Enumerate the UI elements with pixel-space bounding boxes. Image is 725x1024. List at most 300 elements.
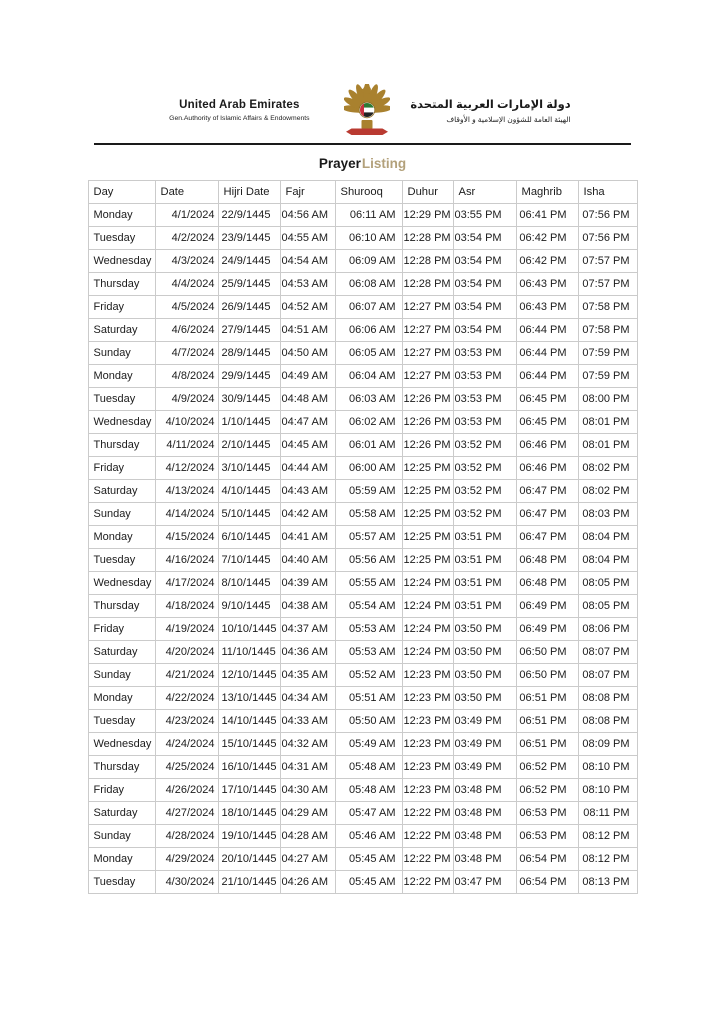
cell-date: 4/30/2024 (155, 871, 218, 894)
table-row (88, 434, 637, 457)
cell-hijri-date: 13/10/1445 (218, 687, 280, 710)
org-name-english: United Arab Emirates (179, 98, 300, 111)
cell-shurooq: 06:11 AM (335, 204, 402, 227)
cell-hijri-date: 5/10/1445 (218, 503, 280, 526)
cell-shurooq: 05:51 AM (335, 687, 402, 710)
cell-isha: 08:11 PM (578, 802, 637, 825)
cell-duhur: 12:23 PM (402, 710, 453, 733)
table-row (88, 641, 637, 664)
cell-asr: 03:48 PM (453, 848, 516, 871)
cell-shurooq: 06:06 AM (335, 319, 402, 342)
cell-asr: 03:49 PM (453, 733, 516, 756)
cell-hijri-date: 30/9/1445 (218, 388, 280, 411)
letterhead (0, 84, 725, 136)
cell-shurooq: 05:56 AM (335, 549, 402, 572)
cell-date: 4/8/2024 (155, 365, 218, 388)
cell-date: 4/15/2024 (155, 526, 218, 549)
cell-shurooq: 05:57 AM (335, 526, 402, 549)
cell-duhur: 12:22 PM (402, 848, 453, 871)
cell-day: Friday (88, 779, 155, 802)
table-row (88, 664, 637, 687)
cell-hijri-date: 4/10/1445 (218, 480, 280, 503)
table-row (88, 825, 637, 848)
table-row (88, 733, 637, 756)
cell-duhur: 12:27 PM (402, 319, 453, 342)
cell-date: 4/16/2024 (155, 549, 218, 572)
cell-asr: 03:54 PM (453, 273, 516, 296)
cell-maghrib: 06:46 PM (516, 434, 578, 457)
cell-hijri-date: 3/10/1445 (218, 457, 280, 480)
cell-maghrib: 06:43 PM (516, 273, 578, 296)
cell-fajr: 04:47 AM (280, 411, 335, 434)
cell-fajr: 04:35 AM (280, 664, 335, 687)
cell-fajr: 04:43 AM (280, 480, 335, 503)
cell-shurooq: 05:59 AM (335, 480, 402, 503)
cell-maghrib: 06:50 PM (516, 641, 578, 664)
cell-hijri-date: 7/10/1445 (218, 549, 280, 572)
cell-hijri-date: 12/10/1445 (218, 664, 280, 687)
cell-duhur: 12:23 PM (402, 687, 453, 710)
cell-asr: 03:51 PM (453, 526, 516, 549)
cell-asr: 03:53 PM (453, 365, 516, 388)
cell-asr: 03:50 PM (453, 664, 516, 687)
table-row (88, 756, 637, 779)
cell-hijri-date: 19/10/1445 (218, 825, 280, 848)
cell-date: 4/2/2024 (155, 227, 218, 250)
cell-asr: 03:52 PM (453, 480, 516, 503)
table-row (88, 273, 637, 296)
cell-date: 4/6/2024 (155, 319, 218, 342)
cell-isha: 08:08 PM (578, 710, 637, 733)
cell-shurooq: 05:55 AM (335, 572, 402, 595)
cell-maghrib: 06:54 PM (516, 871, 578, 894)
cell-isha: 08:12 PM (578, 848, 637, 871)
cell-day: Tuesday (88, 549, 155, 572)
cell-isha: 08:00 PM (578, 388, 637, 411)
cell-day: Tuesday (88, 871, 155, 894)
cell-duhur: 12:29 PM (402, 204, 453, 227)
cell-day: Tuesday (88, 227, 155, 250)
cell-shurooq: 06:02 AM (335, 411, 402, 434)
cell-maghrib: 06:42 PM (516, 227, 578, 250)
cell-shurooq: 06:08 AM (335, 273, 402, 296)
cell-asr: 03:55 PM (453, 204, 516, 227)
cell-isha: 08:02 PM (578, 457, 637, 480)
cell-duhur: 12:24 PM (402, 572, 453, 595)
table-row (88, 572, 637, 595)
cell-date: 4/12/2024 (155, 457, 218, 480)
cell-day: Thursday (88, 434, 155, 457)
cell-fajr: 04:26 AM (280, 871, 335, 894)
table-row (88, 457, 637, 480)
cell-duhur: 12:23 PM (402, 664, 453, 687)
cell-day: Sunday (88, 825, 155, 848)
cell-duhur: 12:25 PM (402, 526, 453, 549)
cell-maghrib: 06:52 PM (516, 779, 578, 802)
cell-maghrib: 06:45 PM (516, 388, 578, 411)
cell-date: 4/10/2024 (155, 411, 218, 434)
cell-isha: 08:03 PM (578, 503, 637, 526)
column-header-duhur: Duhur (402, 181, 453, 204)
table-row (88, 411, 637, 434)
cell-date: 4/27/2024 (155, 802, 218, 825)
cell-date: 4/4/2024 (155, 273, 218, 296)
table-row (88, 687, 637, 710)
cell-hijri-date: 1/10/1445 (218, 411, 280, 434)
cell-day: Sunday (88, 503, 155, 526)
table-row (88, 848, 637, 871)
table-row (88, 319, 637, 342)
cell-asr: 03:51 PM (453, 595, 516, 618)
column-header-fajr: Fajr (280, 181, 335, 204)
cell-day: Monday (88, 526, 155, 549)
cell-asr: 03:53 PM (453, 388, 516, 411)
cell-hijri-date: 10/10/1445 (218, 618, 280, 641)
cell-asr: 03:52 PM (453, 434, 516, 457)
cell-asr: 03:51 PM (453, 572, 516, 595)
cell-shurooq: 05:58 AM (335, 503, 402, 526)
table-row (88, 365, 637, 388)
cell-duhur: 12:22 PM (402, 802, 453, 825)
cell-duhur: 12:26 PM (402, 388, 453, 411)
cell-duhur: 12:27 PM (402, 365, 453, 388)
cell-duhur: 12:24 PM (402, 641, 453, 664)
cell-maghrib: 06:53 PM (516, 802, 578, 825)
uae-coat-of-arms-icon (344, 84, 390, 136)
cell-maghrib: 06:51 PM (516, 733, 578, 756)
table-row (88, 549, 637, 572)
table-row (88, 779, 637, 802)
table-row (88, 480, 637, 503)
cell-asr: 03:54 PM (453, 319, 516, 342)
cell-duhur: 12:28 PM (402, 227, 453, 250)
cell-fajr: 04:44 AM (280, 457, 335, 480)
cell-duhur: 12:23 PM (402, 733, 453, 756)
cell-hijri-date: 16/10/1445 (218, 756, 280, 779)
cell-day: Monday (88, 687, 155, 710)
cell-fajr: 04:31 AM (280, 756, 335, 779)
org-block-english (154, 99, 324, 122)
table-row (88, 871, 637, 894)
cell-asr: 03:54 PM (453, 296, 516, 319)
cell-asr: 03:48 PM (453, 779, 516, 802)
table-row (88, 595, 637, 618)
cell-fajr: 04:29 AM (280, 802, 335, 825)
page-title-suffix: Listing (361, 156, 407, 171)
cell-shurooq: 06:03 AM (335, 388, 402, 411)
cell-day: Thursday (88, 756, 155, 779)
cell-day: Tuesday (88, 388, 155, 411)
cell-fajr: 04:53 AM (280, 273, 335, 296)
column-header-day: Day (88, 181, 155, 204)
cell-isha: 08:01 PM (578, 411, 637, 434)
cell-fajr: 04:52 AM (280, 296, 335, 319)
table-row (88, 250, 637, 273)
cell-fajr: 04:36 AM (280, 641, 335, 664)
cell-hijri-date: 11/10/1445 (218, 641, 280, 664)
cell-fajr: 04:38 AM (280, 595, 335, 618)
cell-day: Friday (88, 457, 155, 480)
cell-day: Monday (88, 848, 155, 871)
org-name-arabic: دولة الإمارات العربية المتحدة (410, 98, 571, 111)
cell-maghrib: 06:51 PM (516, 710, 578, 733)
cell-asr: 03:50 PM (453, 687, 516, 710)
cell-isha: 08:13 PM (578, 871, 637, 894)
cell-duhur: 12:25 PM (402, 549, 453, 572)
cell-isha: 08:10 PM (578, 779, 637, 802)
cell-maghrib: 06:47 PM (516, 526, 578, 549)
cell-duhur: 12:28 PM (402, 250, 453, 273)
cell-isha: 07:57 PM (578, 250, 637, 273)
cell-shurooq: 05:52 AM (335, 664, 402, 687)
cell-day: Monday (88, 204, 155, 227)
cell-isha: 08:02 PM (578, 480, 637, 503)
cell-asr: 03:48 PM (453, 802, 516, 825)
cell-isha: 07:59 PM (578, 365, 637, 388)
cell-date: 4/29/2024 (155, 848, 218, 871)
cell-duhur: 12:26 PM (402, 411, 453, 434)
cell-duhur: 12:27 PM (402, 342, 453, 365)
cell-asr: 03:52 PM (453, 457, 516, 480)
cell-shurooq: 05:48 AM (335, 756, 402, 779)
cell-date: 4/19/2024 (155, 618, 218, 641)
cell-asr: 03:50 PM (453, 641, 516, 664)
table-row (88, 388, 637, 411)
cell-maghrib: 06:52 PM (516, 756, 578, 779)
cell-fajr: 04:56 AM (280, 204, 335, 227)
cell-maghrib: 06:50 PM (516, 664, 578, 687)
cell-day: Thursday (88, 595, 155, 618)
cell-shurooq: 05:46 AM (335, 825, 402, 848)
cell-maghrib: 06:47 PM (516, 480, 578, 503)
cell-fajr: 04:55 AM (280, 227, 335, 250)
cell-maghrib: 06:41 PM (516, 204, 578, 227)
cell-isha: 07:56 PM (578, 227, 637, 250)
cell-asr: 03:48 PM (453, 825, 516, 848)
cell-maghrib: 06:49 PM (516, 618, 578, 641)
cell-date: 4/17/2024 (155, 572, 218, 595)
cell-duhur: 12:28 PM (402, 273, 453, 296)
cell-day: Wednesday (88, 411, 155, 434)
cell-hijri-date: 23/9/1445 (218, 227, 280, 250)
cell-maghrib: 06:48 PM (516, 572, 578, 595)
cell-maghrib: 06:47 PM (516, 503, 578, 526)
cell-hijri-date: 8/10/1445 (218, 572, 280, 595)
table-row (88, 296, 637, 319)
cell-hijri-date: 18/10/1445 (218, 802, 280, 825)
cell-maghrib: 06:44 PM (516, 365, 578, 388)
cell-duhur: 12:22 PM (402, 825, 453, 848)
cell-day: Sunday (88, 664, 155, 687)
cell-maghrib: 06:49 PM (516, 595, 578, 618)
cell-date: 4/14/2024 (155, 503, 218, 526)
cell-day: Saturday (88, 802, 155, 825)
cell-shurooq: 05:45 AM (335, 871, 402, 894)
cell-date: 4/22/2024 (155, 687, 218, 710)
cell-date: 4/23/2024 (155, 710, 218, 733)
cell-hijri-date: 27/9/1445 (218, 319, 280, 342)
cell-shurooq: 06:07 AM (335, 296, 402, 319)
cell-duhur: 12:27 PM (402, 296, 453, 319)
page-title (0, 156, 725, 171)
cell-fajr: 04:34 AM (280, 687, 335, 710)
cell-isha: 08:07 PM (578, 664, 637, 687)
table-row (88, 802, 637, 825)
cell-maghrib: 06:44 PM (516, 342, 578, 365)
cell-isha: 08:04 PM (578, 526, 637, 549)
cell-hijri-date: 15/10/1445 (218, 733, 280, 756)
cell-shurooq: 06:00 AM (335, 457, 402, 480)
cell-asr: 03:54 PM (453, 250, 516, 273)
cell-hijri-date: 22/9/1445 (218, 204, 280, 227)
cell-maghrib: 06:46 PM (516, 457, 578, 480)
cell-isha: 07:58 PM (578, 296, 637, 319)
cell-maghrib: 06:53 PM (516, 825, 578, 848)
cell-hijri-date: 26/9/1445 (218, 296, 280, 319)
column-header-date: Date (155, 181, 218, 204)
cell-fajr: 04:51 AM (280, 319, 335, 342)
table-row (88, 710, 637, 733)
cell-fajr: 04:49 AM (280, 365, 335, 388)
table-row (88, 618, 637, 641)
cell-fajr: 04:32 AM (280, 733, 335, 756)
org-block-arabic (410, 97, 570, 124)
cell-fajr: 04:48 AM (280, 388, 335, 411)
cell-shurooq: 05:53 AM (335, 618, 402, 641)
cell-isha: 08:07 PM (578, 641, 637, 664)
cell-isha: 08:05 PM (578, 572, 637, 595)
cell-asr: 03:54 PM (453, 227, 516, 250)
cell-duhur: 12:25 PM (402, 457, 453, 480)
cell-shurooq: 06:10 AM (335, 227, 402, 250)
cell-asr: 03:49 PM (453, 710, 516, 733)
cell-asr: 03:47 PM (453, 871, 516, 894)
cell-fajr: 04:40 AM (280, 549, 335, 572)
cell-day: Monday (88, 365, 155, 388)
cell-hijri-date: 21/10/1445 (218, 871, 280, 894)
cell-hijri-date: 25/9/1445 (218, 273, 280, 296)
cell-hijri-date: 29/9/1445 (218, 365, 280, 388)
cell-maghrib: 06:44 PM (516, 319, 578, 342)
cell-duhur: 12:25 PM (402, 503, 453, 526)
cell-date: 4/3/2024 (155, 250, 218, 273)
cell-isha: 07:56 PM (578, 204, 637, 227)
cell-date: 4/26/2024 (155, 779, 218, 802)
cell-date: 4/20/2024 (155, 641, 218, 664)
cell-isha: 08:09 PM (578, 733, 637, 756)
cell-isha: 08:01 PM (578, 434, 637, 457)
cell-maghrib: 06:43 PM (516, 296, 578, 319)
cell-isha: 08:06 PM (578, 618, 637, 641)
page-title-prefix: Prayer (318, 156, 361, 171)
cell-date: 4/18/2024 (155, 595, 218, 618)
cell-asr: 03:52 PM (453, 503, 516, 526)
cell-date: 4/11/2024 (155, 434, 218, 457)
cell-fajr: 04:54 AM (280, 250, 335, 273)
cell-day: Saturday (88, 480, 155, 503)
cell-fajr: 04:45 AM (280, 434, 335, 457)
cell-date: 4/1/2024 (155, 204, 218, 227)
cell-duhur: 12:23 PM (402, 779, 453, 802)
cell-day: Wednesday (88, 250, 155, 273)
cell-hijri-date: 2/10/1445 (218, 434, 280, 457)
cell-day: Tuesday (88, 710, 155, 733)
table-row (88, 204, 637, 227)
cell-shurooq: 05:47 AM (335, 802, 402, 825)
cell-date: 4/28/2024 (155, 825, 218, 848)
cell-asr: 03:53 PM (453, 342, 516, 365)
cell-day: Saturday (88, 319, 155, 342)
cell-duhur: 12:25 PM (402, 480, 453, 503)
cell-duhur: 12:24 PM (402, 618, 453, 641)
prayer-times-table (88, 180, 638, 894)
cell-date: 4/25/2024 (155, 756, 218, 779)
cell-asr: 03:51 PM (453, 549, 516, 572)
cell-date: 4/7/2024 (155, 342, 218, 365)
cell-isha: 08:08 PM (578, 687, 637, 710)
cell-date: 4/21/2024 (155, 664, 218, 687)
cell-fajr: 04:37 AM (280, 618, 335, 641)
cell-hijri-date: 20/10/1445 (218, 848, 280, 871)
cell-duhur: 12:23 PM (402, 756, 453, 779)
cell-asr: 03:53 PM (453, 411, 516, 434)
cell-fajr: 04:39 AM (280, 572, 335, 595)
cell-maghrib: 06:42 PM (516, 250, 578, 273)
cell-maghrib: 06:48 PM (516, 549, 578, 572)
cell-fajr: 04:50 AM (280, 342, 335, 365)
cell-isha: 08:05 PM (578, 595, 637, 618)
cell-date: 4/9/2024 (155, 388, 218, 411)
cell-day: Thursday (88, 273, 155, 296)
org-subtitle-english: Gen.Authority of Islamic Affairs & Endowments (169, 114, 310, 122)
cell-hijri-date: 9/10/1445 (218, 595, 280, 618)
cell-hijri-date: 14/10/1445 (218, 710, 280, 733)
cell-isha: 07:59 PM (578, 342, 637, 365)
cell-shurooq: 05:54 AM (335, 595, 402, 618)
cell-hijri-date: 17/10/1445 (218, 779, 280, 802)
cell-date: 4/13/2024 (155, 480, 218, 503)
table-row (88, 503, 637, 526)
cell-hijri-date: 28/9/1445 (218, 342, 280, 365)
cell-hijri-date: 24/9/1445 (218, 250, 280, 273)
cell-isha: 08:04 PM (578, 549, 637, 572)
cell-duhur: 12:26 PM (402, 434, 453, 457)
cell-hijri-date: 6/10/1445 (218, 526, 280, 549)
column-header-hijri-date: Hijri Date (218, 181, 280, 204)
cell-shurooq: 06:09 AM (335, 250, 402, 273)
cell-fajr: 04:41 AM (280, 526, 335, 549)
column-header-asr: Asr (453, 181, 516, 204)
cell-fajr: 04:42 AM (280, 503, 335, 526)
cell-maghrib: 06:45 PM (516, 411, 578, 434)
cell-asr: 03:50 PM (453, 618, 516, 641)
cell-day: Friday (88, 296, 155, 319)
cell-asr: 03:49 PM (453, 756, 516, 779)
column-header-isha: Isha (578, 181, 637, 204)
cell-day: Friday (88, 618, 155, 641)
column-header-maghrib: Maghrib (516, 181, 578, 204)
table-row (88, 526, 637, 549)
cell-shurooq: 05:53 AM (335, 641, 402, 664)
cell-shurooq: 05:45 AM (335, 848, 402, 871)
cell-fajr: 04:27 AM (280, 848, 335, 871)
cell-shurooq: 05:48 AM (335, 779, 402, 802)
table-header-row (88, 181, 637, 204)
cell-fajr: 04:30 AM (280, 779, 335, 802)
cell-maghrib: 06:54 PM (516, 848, 578, 871)
cell-fajr: 04:28 AM (280, 825, 335, 848)
cell-shurooq: 06:05 AM (335, 342, 402, 365)
